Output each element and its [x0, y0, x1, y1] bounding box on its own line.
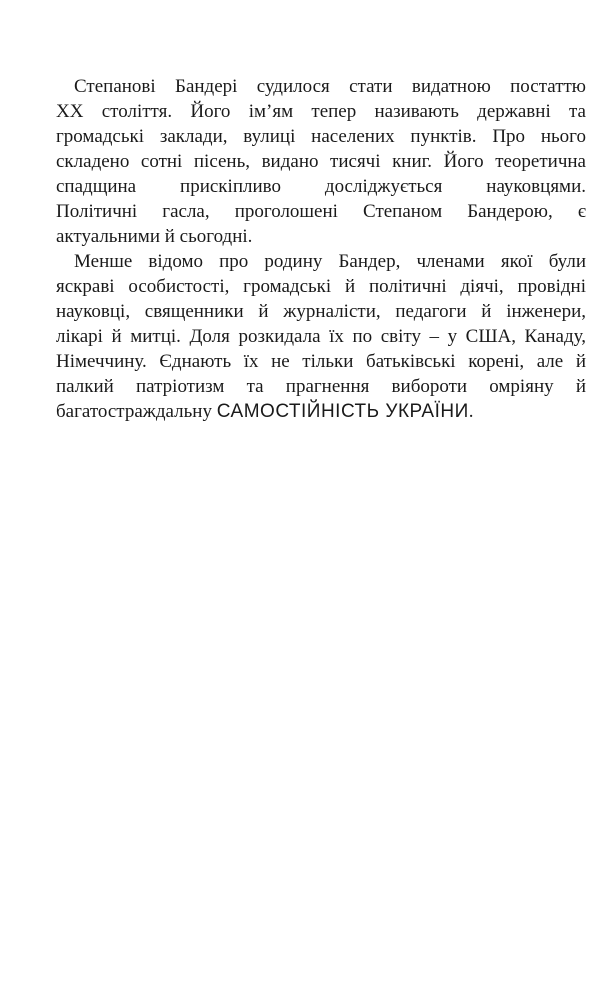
body-text [56, 74, 586, 424]
paragraph-2 [56, 249, 586, 424]
text-line: яскраві особистості, громадські й політичні діячі, провідні [56, 276, 586, 297]
text-line: лікарі й митці. Доля розкидала їх по світу – у США, Канаду, [56, 326, 586, 347]
text-line: Політичні гасла, проголошені Степаном Бандерою, є [56, 201, 586, 222]
text-line: науковці, священники й журналісти, педагоги й інженери, [56, 301, 586, 322]
text-line: Німеччину. Єднають їх не тільки батьківські корені, але й [56, 351, 586, 372]
text-line: актуальними й сьогодні. [56, 226, 253, 247]
emphasis-text: САМОСТІЙНІСТЬ УКРАЇНИ [216, 401, 469, 422]
text-line: палкий патріотизм та прагнення вибороти омріяну й [56, 376, 586, 397]
text-line [56, 399, 586, 424]
text-line: громадські заклади, вулиці населених пунктів. Про нього [56, 126, 586, 147]
paragraph-1 [56, 74, 586, 249]
text-line: складено сотні пісень, видано тисячі книг. Його теоретична [56, 151, 586, 172]
text-line: спадщина прискіпливо досліджується науковцями. [56, 176, 586, 197]
text-line: ХХ століття. Його ім’ям тепер називають державні та [56, 101, 586, 122]
text-line: Менше відомо про родину Бандер, членами якої були [74, 251, 586, 272]
text-segment: багатостраждальну [56, 401, 217, 422]
text-line: Степанові Бандері судилося стати видатною постаттю [74, 76, 586, 97]
text-segment: . [468, 401, 474, 422]
